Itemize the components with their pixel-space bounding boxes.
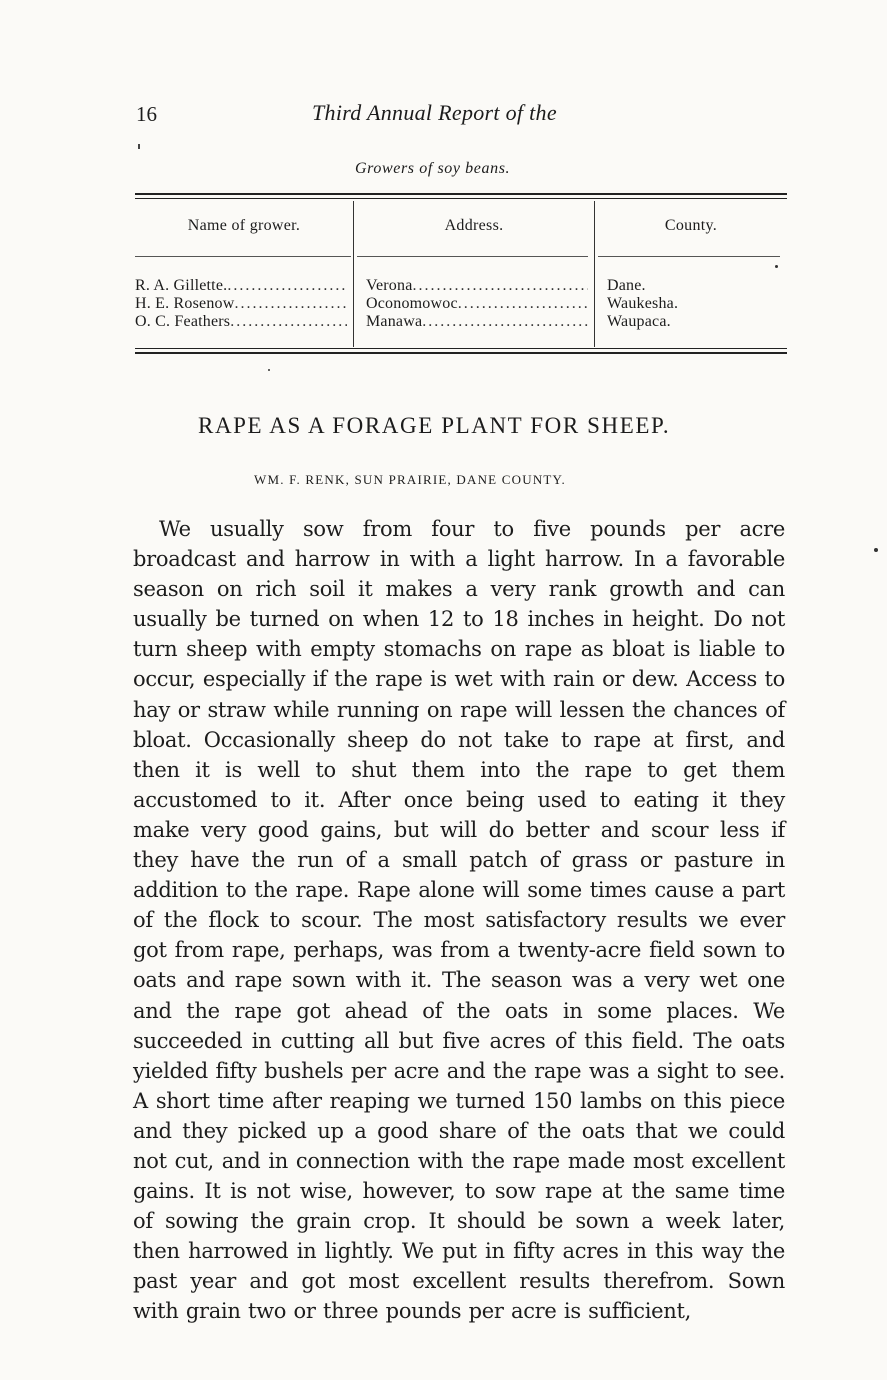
table-row-3-address bbox=[366, 313, 588, 331]
header-underline bbox=[135, 256, 351, 257]
leader-dots bbox=[458, 295, 588, 313]
leader-dots bbox=[413, 277, 588, 295]
article-byline: WM. F. RENK, SUN PRAIRIE, DANE COUNTY. bbox=[254, 472, 566, 487]
table-row-2-address bbox=[366, 295, 588, 313]
grower-county: Dane. bbox=[607, 277, 646, 294]
table-caption: Growers of soy beans. bbox=[355, 160, 511, 177]
grower-address: Verona bbox=[366, 277, 413, 294]
grower-name: R. A. Gillette. bbox=[135, 277, 228, 294]
grower-address: Manawa bbox=[366, 313, 423, 330]
table-row-1-address bbox=[366, 277, 588, 295]
column-header-county: County. bbox=[664, 217, 718, 234]
column-header-name: Name of grower. bbox=[187, 217, 301, 234]
header-underline bbox=[598, 256, 780, 257]
article-title: RAPE AS A FORAGE PLANT FOR SHEEP. bbox=[198, 413, 671, 438]
table-top-rule-inner bbox=[135, 198, 787, 199]
table-top-rule bbox=[135, 193, 787, 195]
leader-dots bbox=[230, 313, 347, 331]
ink-speck bbox=[268, 369, 270, 371]
grower-name: H. E. Rosenow bbox=[135, 295, 235, 312]
table-bottom-rule bbox=[135, 352, 787, 354]
grower-county: Waupaca. bbox=[607, 313, 671, 330]
article-body: We usually sow from four to five pounds per acre broadcast and harrow in with a light harrow. In a favorable season on rich soil it makes a very rank growth and can usually be turned on when 12 to 18 inches in height. Do not turn sheep with empty stomachs on rape as bloat is liable to occur, especially if the rape is wet with rain or dew. Access to hay or straw while running on rape will lessen the chances of bloat. Occasionally sheep do not take to rape at first, and then it is well to shut them into the rape to get them accustomed to it. After once being used to eating it they make very good gains, but will do better and scour less if they have the run of a small patch of grass or pasture in addition to the rape. Rape alone will some times cause a part of the flock to scour. The most satisfactory results we ever got from rape, perhaps, was from a twenty-acre field sown to oats and rape sown with it. The season was a very wet one and the rape got ahead of the oats in some places. We succeeded in cutting all but five acres of this field. The oats yielded fifty bushels per acre and the rape was a sight to see. A short time after reaping we turned 150 lambs on this piece and they picked up a good share of the oats that we could not cut, and in connection with the rape made most excellent gains. It is not wise, however, to sow rape at the same time of sowing the grain crop. It should be sown a week later, then harrowed in lightly. We put in fifty acres in this way the past year and got most excellent results therefrom. Sown with grain two or three pounds per acre is sufficient, bbox=[133, 517, 785, 1324]
growers-table bbox=[135, 193, 787, 355]
leader-dots bbox=[234, 295, 347, 313]
page-number: 16 bbox=[136, 102, 157, 126]
ink-speck bbox=[874, 548, 878, 552]
table-row-1-name bbox=[135, 277, 347, 295]
print-mark bbox=[138, 144, 140, 149]
leader-dots bbox=[422, 313, 588, 331]
grower-county: Waukesha. bbox=[607, 295, 679, 312]
column-header-address: Address. bbox=[444, 217, 504, 234]
ink-speck bbox=[775, 265, 778, 268]
grower-name: O. C. Feathers bbox=[135, 313, 231, 330]
table-row-2-name bbox=[135, 295, 347, 313]
grower-address: Oconomowoc bbox=[366, 295, 458, 312]
table-row-3-name bbox=[135, 313, 347, 331]
header-underline bbox=[357, 256, 588, 257]
leader-dots bbox=[227, 277, 347, 295]
table-bottom-rule-inner bbox=[135, 348, 787, 349]
running-head: Third Annual Report of the bbox=[312, 100, 557, 125]
